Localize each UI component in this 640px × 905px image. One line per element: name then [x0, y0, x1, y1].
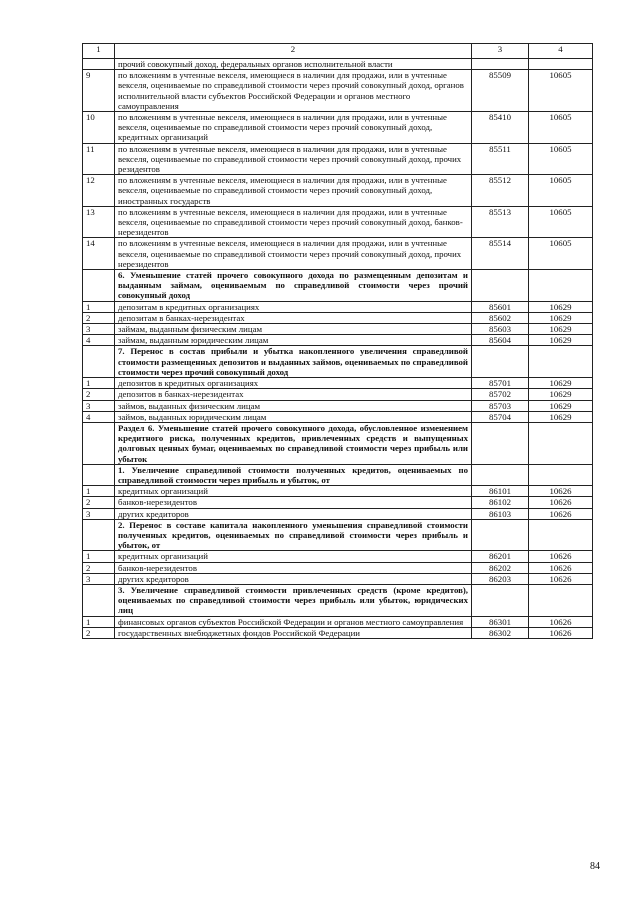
row-account: 10605	[529, 70, 593, 112]
row-code: 85513	[472, 206, 529, 238]
row-number: 9	[83, 70, 115, 112]
row-code	[472, 346, 529, 378]
table-header-row	[83, 44, 593, 59]
row-account: 10629	[529, 411, 593, 422]
row-description: других кредиторов	[115, 508, 472, 519]
row-account: 10629	[529, 312, 593, 323]
document-page	[82, 43, 592, 639]
row-description: кредитных организаций	[115, 551, 472, 562]
row-account: 10605	[529, 112, 593, 144]
table-row	[83, 238, 593, 270]
row-description: государственных внебюджетных фондов Российской Федерации	[115, 627, 472, 638]
table-row	[83, 573, 593, 584]
row-code: 85514	[472, 238, 529, 270]
row-account: 10626	[529, 486, 593, 497]
row-account: 10629	[529, 400, 593, 411]
row-account	[529, 519, 593, 551]
table-row	[83, 312, 593, 323]
header-col-4: 4	[529, 44, 593, 59]
section-heading-row	[83, 584, 593, 616]
row-account	[529, 464, 593, 485]
table-row	[83, 335, 593, 346]
row-description: по вложениям в учтенные векселя, имеющиеся в наличии для продажи, или в учтенные векселя, оцениваемые по справедливой стоимости через прочий совокупный доход, органов исполнительной власти субъектов Российской Федерации и органов местного самоуправления	[115, 70, 472, 112]
header-col-3: 3	[472, 44, 529, 59]
row-description: по вложениям в учтенные векселя, имеющиеся в наличии для продажи, или в учтенные векселя, оцениваемые по справедливой стоимости через прочий совокупный доход, иностранных государств	[115, 175, 472, 207]
row-code: 86201	[472, 551, 529, 562]
row-code: 85509	[472, 70, 529, 112]
header-col-1: 1	[83, 44, 115, 59]
row-account	[529, 59, 593, 70]
row-description: прочий совокупный доход, федеральных органов исполнительной власти	[115, 59, 472, 70]
row-number: 2	[83, 627, 115, 638]
row-account	[529, 422, 593, 464]
row-code: 86302	[472, 627, 529, 638]
row-number: 14	[83, 238, 115, 270]
table-row	[83, 411, 593, 422]
row-account: 10629	[529, 378, 593, 389]
row-description: депозитов в кредитных организациях	[115, 378, 472, 389]
row-number: 3	[83, 400, 115, 411]
row-account	[529, 346, 593, 378]
row-number	[83, 270, 115, 302]
section-heading-row	[83, 464, 593, 485]
row-code	[472, 464, 529, 485]
row-number: 3	[83, 573, 115, 584]
row-number: 2	[83, 562, 115, 573]
row-account: 10629	[529, 389, 593, 400]
row-code	[472, 519, 529, 551]
section-heading-row	[83, 422, 593, 464]
row-description: депозитам в кредитных организациях	[115, 301, 472, 312]
table-row	[83, 389, 593, 400]
row-number: 1	[83, 551, 115, 562]
row-description: банков-нерезидентов	[115, 497, 472, 508]
section-heading-row	[83, 270, 593, 302]
table-row	[83, 324, 593, 335]
row-number: 3	[83, 324, 115, 335]
row-number: 1	[83, 616, 115, 627]
row-description: других кредиторов	[115, 573, 472, 584]
row-number	[83, 59, 115, 70]
row-code: 86101	[472, 486, 529, 497]
row-description: по вложениям в учтенные векселя, имеющиеся в наличии для продажи, или в учтенные векселя, оцениваемые по справедливой стоимости через прочий совокупный доход, кредитных организаций	[115, 112, 472, 144]
row-account: 10629	[529, 301, 593, 312]
table-row	[83, 301, 593, 312]
row-description: займов, выданных физическим лицам	[115, 400, 472, 411]
row-number: 4	[83, 335, 115, 346]
row-number	[83, 519, 115, 551]
row-code	[472, 59, 529, 70]
row-description: займам, выданным физическим лицам	[115, 324, 472, 335]
table-row	[83, 486, 593, 497]
row-number: 11	[83, 143, 115, 175]
header-col-2: 2	[115, 44, 472, 59]
table-row	[83, 551, 593, 562]
row-description: кредитных организаций	[115, 486, 472, 497]
table-row	[83, 175, 593, 207]
section-heading-row	[83, 346, 593, 378]
row-code	[472, 422, 529, 464]
row-code: 86102	[472, 497, 529, 508]
row-code: 85604	[472, 335, 529, 346]
row-account: 10629	[529, 335, 593, 346]
table-row	[83, 616, 593, 627]
row-account: 10626	[529, 508, 593, 519]
row-account	[529, 270, 593, 302]
row-code: 86203	[472, 573, 529, 584]
section-heading: 1. Увеличение справедливой стоимости полученных кредитов, оцениваемых по справедливой стоимости через прибыль и убыток, от	[115, 464, 472, 485]
row-number: 13	[83, 206, 115, 238]
row-account: 10629	[529, 324, 593, 335]
row-code: 85702	[472, 389, 529, 400]
section-heading: 7. Перенос в состав прибыли и убытка накопленного увеличения справедливой стоимости размещенных депозитов и выданных займов, оцениваемых по справедливой стоимости через прочий совокупный доход	[115, 346, 472, 378]
row-code: 85512	[472, 175, 529, 207]
row-description: по вложениям в учтенные векселя, имеющиеся в наличии для продажи, или в учтенные векселя, оцениваемые по справедливой стоимости через прочий совокупный доход, банков-нерезидентов	[115, 206, 472, 238]
row-account: 10626	[529, 562, 593, 573]
section-heading-row	[83, 519, 593, 551]
row-description: по вложениям в учтенные векселя, имеющиеся в наличии для продажи, или в учтенные векселя, оцениваемые по справедливой стоимости через прочий совокупный доход, прочих резидентов	[115, 143, 472, 175]
row-description: займам, выданным юридическим лицам	[115, 335, 472, 346]
table-row	[83, 562, 593, 573]
section-heading: 6. Уменьшение статей прочего совокупного дохода по размещенным депозитам и выданным займам, оцениваемым по справедливой стоимости через прочий совокупный доход	[115, 270, 472, 302]
row-code: 86103	[472, 508, 529, 519]
row-number: 1	[83, 486, 115, 497]
row-number	[83, 464, 115, 485]
row-account: 10605	[529, 238, 593, 270]
row-account	[529, 584, 593, 616]
table-row	[83, 378, 593, 389]
row-number: 1	[83, 378, 115, 389]
row-account: 10626	[529, 573, 593, 584]
row-description: депозитам в банках-нерезидентах	[115, 312, 472, 323]
table-row	[83, 143, 593, 175]
row-number: 3	[83, 508, 115, 519]
row-number: 4	[83, 411, 115, 422]
table-row	[83, 508, 593, 519]
row-code: 86202	[472, 562, 529, 573]
table-row	[83, 59, 593, 70]
row-code: 85601	[472, 301, 529, 312]
accounts-table	[82, 43, 593, 639]
row-code	[472, 584, 529, 616]
row-account: 10626	[529, 627, 593, 638]
row-account: 10605	[529, 175, 593, 207]
row-account: 10605	[529, 143, 593, 175]
row-description: банков-нерезидентов	[115, 562, 472, 573]
section-heading: Раздел 6. Уменьшение статей прочего совокупного дохода, обусловленное изменением кредитного риска, полученных кредитов, привлеченных средств и выпущенных долговых ценных бумаг, оцениваемых по справедливой стоимости через прибыль или убыток	[115, 422, 472, 464]
row-description: депозитов в банках-нерезидентах	[115, 389, 472, 400]
row-number: 1	[83, 301, 115, 312]
table-row	[83, 497, 593, 508]
row-code: 85602	[472, 312, 529, 323]
row-number: 2	[83, 497, 115, 508]
row-description: по вложениям в учтенные векселя, имеющиеся в наличии для продажи, или в учтенные векселя, оцениваемые по справедливой стоимости через прочий совокупный доход, прочих нерезидентов	[115, 238, 472, 270]
table-row	[83, 627, 593, 638]
row-number	[83, 346, 115, 378]
table-row	[83, 206, 593, 238]
row-code: 85410	[472, 112, 529, 144]
row-code: 86301	[472, 616, 529, 627]
row-number: 10	[83, 112, 115, 144]
row-number	[83, 422, 115, 464]
row-number: 12	[83, 175, 115, 207]
row-account: 10626	[529, 616, 593, 627]
row-code: 85704	[472, 411, 529, 422]
section-heading: 2. Перенос в составе капитала накопленного уменьшения справедливой стоимости полученных кредитов, оцениваемых по справедливой стоимости через прибыль и убыток, от	[115, 519, 472, 551]
row-number: 2	[83, 312, 115, 323]
section-heading: 3. Увеличение справедливой стоимости привлеченных средств (кроме кредитов), оцениваемых по справедливой стоимости через прибыль или убыток, юридических лиц	[115, 584, 472, 616]
row-code: 85603	[472, 324, 529, 335]
row-description: финансовых органов субъектов Российской Федерации и органов местного самоуправления	[115, 616, 472, 627]
table-row	[83, 112, 593, 144]
row-code: 85511	[472, 143, 529, 175]
row-code: 85701	[472, 378, 529, 389]
row-number	[83, 584, 115, 616]
row-number: 2	[83, 389, 115, 400]
row-account: 10626	[529, 551, 593, 562]
row-code: 85703	[472, 400, 529, 411]
page-number: 84	[590, 861, 600, 872]
row-code	[472, 270, 529, 302]
row-account: 10626	[529, 497, 593, 508]
table-row	[83, 400, 593, 411]
row-account: 10605	[529, 206, 593, 238]
row-description: займов, выданных юридическим лицам	[115, 411, 472, 422]
table-row	[83, 70, 593, 112]
